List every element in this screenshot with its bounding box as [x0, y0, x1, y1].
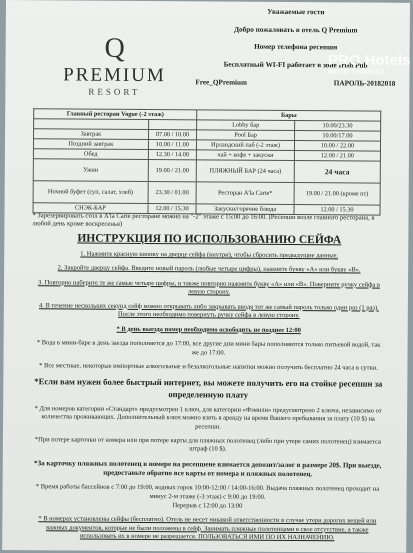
table-cell: 10.00 / 11.00 [148, 139, 197, 149]
table-cell: СНЭК-БАР [33, 203, 148, 214]
table-cell: 12.30 / 14.00 [148, 149, 197, 159]
internet-note: *Если вам нужен более быстрый интернет, вы можете получить его на стойке ресепшн за определенную плату [34, 376, 383, 400]
table-cell: Ресторан A'la Carte* [196, 182, 294, 205]
table-cell: Завтрак [34, 129, 149, 140]
greeting-line-4: Бесплатный WI-FI работает в зоне Irish Pub [223, 60, 368, 70]
table-cell: Ирландский паб (-2 этаж) [197, 140, 295, 151]
logo-name: PREMIUM [63, 64, 166, 87]
pool-hours-note: * Время работы бассейнов с 7:00 до 19:00, водных горок 10:00-12:00 / 14:00-16:00. Выдача пляжных полотенец проходит на минус 2-м этаже (-3 этаж) с 9:00 до 19:00. [35, 483, 380, 501]
table-cell: 12.00 / 15.30 [294, 205, 380, 216]
table-cell: 07.00 / 10.00 [148, 129, 197, 139]
instruction-step-3: 3. Повторно наберите те же самые четыре цифры, и также повторно нажмите букву «А» или «B». Поверните ручку сейфа в левую сторону. [38, 279, 380, 296]
watermark-subtext: ФОТО ТУРИСТА [328, 69, 386, 76]
greeting-line-3: Номер телефона ресепшн [254, 43, 338, 52]
instruction-step-1: 1. Нажмите красную кнопку на дверце сейфа (внутри), чтобы сбросить предыдущие данные. [80, 250, 339, 260]
instructions-body [32, 250, 384, 549]
instruction-step-2: 2. Закройте дверцу сейфа. Введите новый пароль (любые четыре цифры), нажмите букву «А» или букву «B». [57, 264, 361, 274]
hotel-logo [49, 34, 179, 97]
table-cell: ПЛЯЖНЫЙ БАР (24 часа) [197, 160, 295, 183]
photo-watermark [328, 52, 413, 86]
logo-mark: Q [104, 32, 125, 64]
table-cell: 19.00 / 21.00 [148, 159, 197, 181]
table-cell: Ночной буфет (суп, салат, хлеб) [33, 181, 148, 204]
table-cell: Ужин [33, 159, 148, 182]
wifi-network-name: Free_QPremium [195, 77, 248, 87]
table-cell: 12.00 / 15.30 [148, 203, 197, 213]
drinks-note: * Все местные, некоторые импортные алкогольные и безалкогольные напитки можно получить бесплатно 24 часа в сутки. [39, 362, 378, 372]
bars-header: Бары [197, 110, 381, 121]
safe-instructions-title: ИНСТРУКЦИЯ ПО ИСПОЛЬЗОВАНИЮ СЕЙФА [77, 232, 342, 247]
table-cell: чай + кофе + закуски [197, 150, 295, 161]
logo-subtitle: RESORT [88, 86, 141, 97]
break-note: Перерыв с 12:00 до 13:00 [172, 502, 243, 510]
checkout-note: * В день выезда номер необходимо освободить не позднее 12:00 [116, 325, 301, 334]
table-cell: Обед [33, 149, 148, 160]
table-row [33, 159, 380, 183]
card-loss-note: *При потере карточки от номера или при потере карты для пляжных полотенец (либо при утере самих полотенец) взимается штраф (10 $). [34, 436, 381, 454]
table-cell: 24 часа [294, 161, 380, 184]
table-row [33, 181, 380, 205]
table-cell: 12.00 / 21.00 [294, 151, 380, 162]
minibar-note: * Вода в мини-баре в день заезда пополняется до 17:00, все другие дни мини бары пополняются только питьевой водой, так же до 17:00. [36, 339, 381, 357]
restaurant-hours-table [33, 108, 382, 215]
table-cell: 19.00 / 21.00 (кроме пт) [294, 183, 380, 206]
reservation-note: * Зарезервировать стол в A'la Carte ресторане можно на "-2" этаже с 15:00 до 16:00. (Ресепшн возле главного ресторана, в любой день кроме воскресенья) [32, 212, 375, 229]
table-cell: 10.00/17.00 [294, 131, 380, 142]
table-cell: 23.30 / 01.00 [148, 181, 197, 203]
table-cell: 10.00 / 22.00 [294, 141, 380, 152]
table-cell [148, 119, 197, 129]
wifi-password: ПАРОЛЬ-20182018 [333, 78, 396, 88]
table-cell: Закуски/горячие блюда [196, 204, 294, 215]
greeting-line-2: Добро пожаловать в отель Q Premium [234, 25, 358, 35]
instruction-step-4: 4. В течение нескольких секунд сейф можно открывать либо закрывать вводя тот же самый пароль только один раз (1 раз). После этого необходимо повернуть ручку сейфа в левую сторону. [38, 301, 379, 320]
table-cell: 10.00/23.30 [294, 121, 380, 132]
greeting-line-1: Уважаемые гости [267, 7, 325, 17]
watermark-text: PRO Hotels [328, 52, 411, 69]
safe-liability-note: * В номерах установлены сейфы (бесплатно). Отель не несет никакой ответственности в случае утери дорогих вещей или важных документов, которые не были положены в сейф. Занимать пляжные полотенцами в свое отсутствие, а также использовать их в номере не разрешается. ПОЛЬЗОВАТЬСЯ ИМИ ПО ИХ НАЗНАЧЕНИЮ. [38, 515, 377, 542]
table-cell: Lobby бар [197, 120, 295, 131]
main-restaurant-header: Главный ресторан Vogue (-2 этаж) [34, 109, 197, 120]
table-cell: Поздний завтрак [33, 139, 148, 150]
deposit-note: *За карточку пляжных полотенец в номере на ресепшене взимается депозит/залог в размере 20$. При выезде, предоставьте обратно все карты от номера и пляжных полотенец. [33, 459, 382, 479]
table-cell: Pool Бар [197, 130, 295, 141]
keys-note: * Для номеров категории «Стандарт» предусмотрен 1 ключ, для категории «Фэмили» предусмотрено 2 ключа, независимо от количества проживающих. Дополнительный ключ можно взять в аренду на время Вашего пребывания за плату (10 $) на ресепшн. [34, 404, 382, 431]
